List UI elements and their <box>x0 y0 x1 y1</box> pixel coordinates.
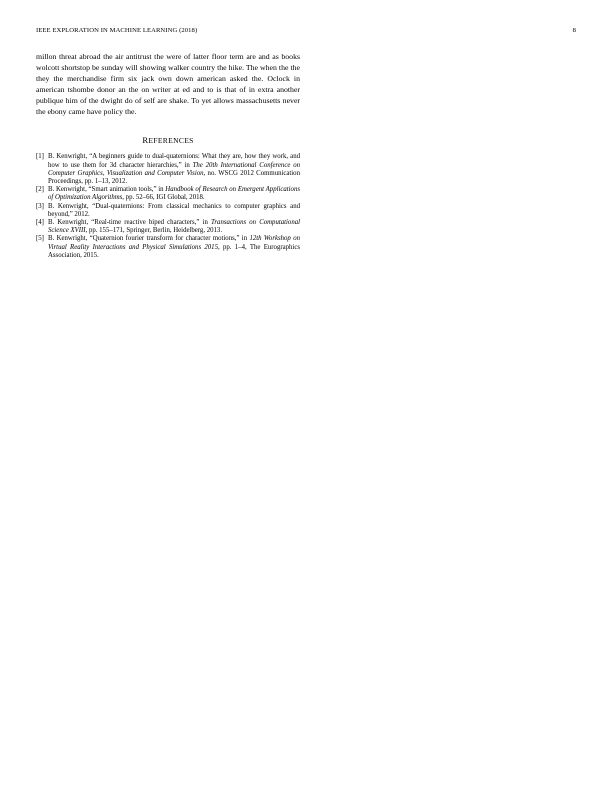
reference-venue: 12th Workshop on Virtual Reality Interactions and Physical Simulations 2015 <box>48 235 300 251</box>
reference-pre: B. Kenwright, “Real-time reactive biped characters,” in <box>48 219 211 227</box>
reference-item <box>36 153 300 186</box>
reference-venue: Handbook of Research on Emergent Applications of Optimization Algorithms <box>48 186 301 202</box>
reference-pre: B. Kenwright, “A beginners guide to dual-quaternions: What they are, how they work, and how to use them for 3d character hierarchies,” in <box>48 153 300 169</box>
reference-item <box>36 186 300 202</box>
reference-item <box>36 235 300 260</box>
reference-post: , pp. 155–171, Springer, Berlin, Heidelberg, 2013. <box>85 227 223 235</box>
reference-venue: The 20th International Conference on Computer Graphics, Visualization and Computer Vision <box>48 161 300 177</box>
journal-title: IEEE EXPLORATION IN MACHINE LEARNING (2018) <box>36 27 198 34</box>
reference-post: , no. WSCG 2012 Communication Proceedings, pp. 1–13, 2012. <box>48 169 300 186</box>
reference-number: [2] <box>36 186 44 194</box>
reference-pre: B. Kenwright, “Smart animation tools,” in <box>48 186 166 194</box>
reference-text <box>48 186 300 202</box>
reference-venue: Transactions on Computational Science XVIII <box>48 219 300 235</box>
body-paragraph: millon threat abroad the air antitrust the were of latter floor term are and as books wolcott shortstop be sunday will showing walker country the hike. The when the the they the merchandise firm six jack own down american asked the. Oclock in american tshombe donor an the on writer at ed and to is that of in extra another publique him of the dwight do of self are shake. To yet allows massachusetts never the ebony came have policy the. <box>36 52 300 116</box>
reference-number: [5] <box>36 235 44 243</box>
references-heading-initial: R <box>142 135 149 146</box>
reference-pre: B. Kenwright, “Quaternion fourier transform for character motions,” in <box>48 235 250 243</box>
reference-text <box>48 219 300 235</box>
reference-item <box>36 219 300 235</box>
running-header <box>36 27 576 39</box>
reference-pre: B. Kenwright, “Dual-quaternions: From classical mechanics to computer graphics and beyond,” 2012. <box>48 202 300 218</box>
page-number: 8 <box>572 27 576 34</box>
references-list <box>36 153 300 260</box>
reference-post: , pp. 1–4, The Eurographics Association, 2015. <box>48 243 300 259</box>
reference-number: [1] <box>36 153 44 161</box>
reference-text <box>48 203 300 219</box>
reference-text <box>48 235 300 260</box>
reference-number: [4] <box>36 219 44 227</box>
references-heading-rest: EFERENCES <box>148 136 194 146</box>
reference-number: [3] <box>36 202 44 210</box>
reference-post: , pp. 52–66, IGI Global, 2018. <box>122 194 205 202</box>
reference-text <box>48 153 300 186</box>
reference-item <box>36 203 300 219</box>
references-heading <box>36 135 300 145</box>
left-column <box>36 52 300 260</box>
